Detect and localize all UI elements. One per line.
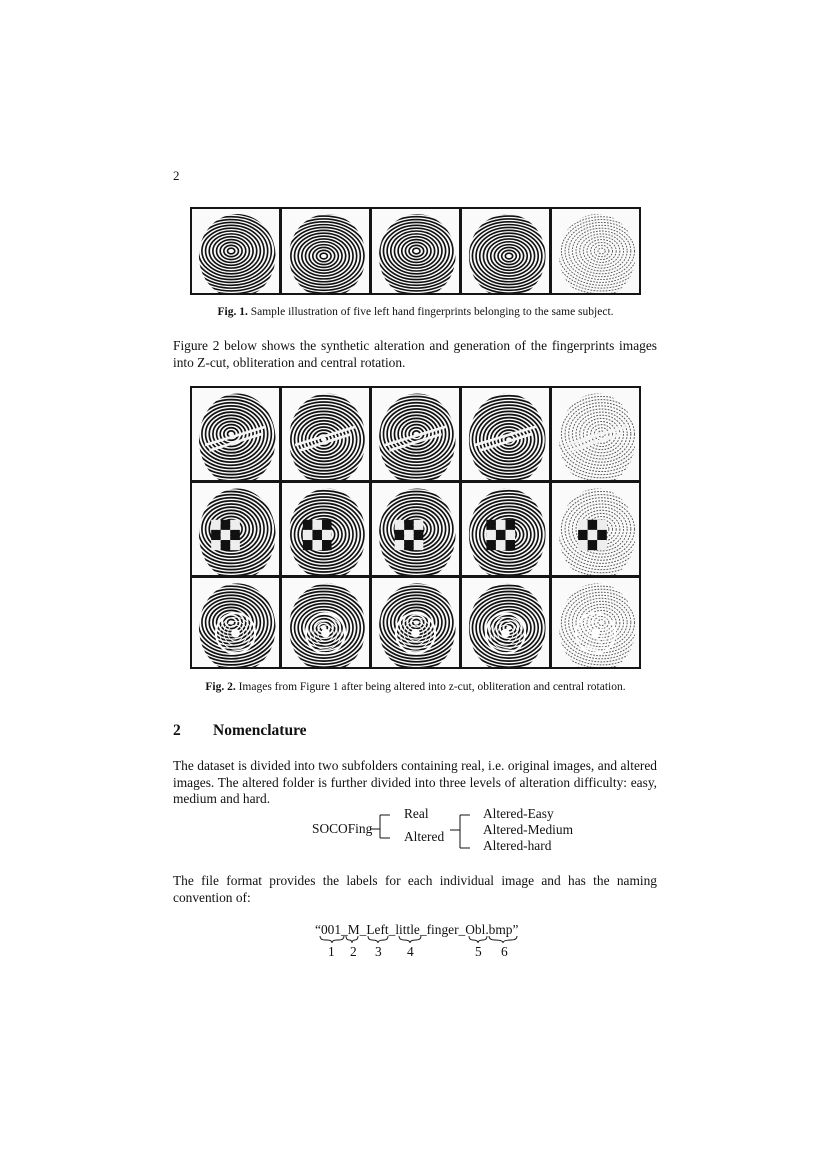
section-heading: [173, 722, 307, 740]
fingerprint-image: [462, 209, 549, 293]
tree-connector-lines: [370, 806, 490, 856]
fingerprint-zcut-image: [462, 388, 549, 480]
fingerprint-rotation-image: [282, 578, 369, 667]
paragraph-figure2-intro: Figure 2 below shows the synthetic alteration and generation of the fingerprints images into Z-cut, obliteration and central rotation.: [173, 338, 657, 370]
label-part-5: 5: [475, 944, 482, 959]
fingerprint-rotation-image: [462, 578, 549, 667]
fingerprint-zcut-image: [372, 388, 459, 480]
fingerprint-image: [282, 209, 369, 293]
tree-altered-label: Altered: [404, 829, 445, 844]
tree-real-label: Real: [404, 806, 429, 821]
tree-level-medium: Altered-Medium: [483, 822, 573, 837]
label-part-2: 2: [350, 944, 357, 959]
caption-label: Fig. 2.: [205, 681, 236, 693]
fingerprint-image: [552, 209, 639, 293]
fingerprint-zcut-image: [552, 388, 639, 480]
fingerprint-obliteration-image: [282, 483, 369, 575]
fingerprint-obliteration-image: [192, 483, 279, 575]
caption-text: Images from Figure 1 after being altered into z-cut, obliteration and central rotation.: [238, 681, 626, 693]
figure-2-obliteration-row: [190, 481, 641, 577]
fingerprint-obliteration-image: [372, 483, 459, 575]
fingerprint-zcut-image: [282, 388, 369, 480]
tree-level-hard: Altered-hard: [483, 838, 552, 853]
tree-level-easy: Altered-Easy: [483, 806, 554, 821]
label-part-6: 6: [501, 944, 508, 959]
fingerprint-rotation-image: [372, 578, 459, 667]
label-part-1: 1: [328, 944, 335, 959]
figure-2-rotation-row: [190, 576, 641, 669]
fingerprint-rotation-image: [192, 578, 279, 667]
paragraph-dataset-description: The dataset is divided into two subfolders containing real, i.e. original images, and altered images. The altered folder is further divided into three levels of alteration difficulty: easy, medium and hard.: [173, 758, 657, 806]
figure-1-caption: [190, 306, 641, 318]
fingerprint-rotation-image: [552, 578, 639, 667]
section-title: Nomenclature: [213, 722, 307, 739]
fingerprint-obliteration-image: [462, 483, 549, 575]
figure-2-zcut-row: [190, 386, 641, 482]
label-part-4: 4: [407, 944, 414, 959]
paragraph-file-format: The file format provides the labels for each individual image and has the naming convention of:: [173, 873, 657, 905]
example-filename: “001_M_Left_little_finger_Obl.bmp”: [315, 922, 519, 937]
caption-label: Fig. 1.: [217, 306, 248, 318]
figure-2-caption: [190, 681, 641, 693]
section-number: 2: [173, 722, 181, 739]
caption-text: Sample illustration of five left hand fingerprints belonging to the same subject.: [250, 306, 614, 318]
label-part-3: 3: [375, 944, 382, 959]
figure-1-image-strip: [190, 207, 641, 295]
fingerprint-zcut-image: [192, 388, 279, 480]
fingerprint-image: [372, 209, 459, 293]
tree-root-label: SOCOFing: [312, 821, 373, 836]
fingerprint-obliteration-image: [552, 483, 639, 575]
fingerprint-image: [192, 209, 279, 293]
page-number: 2: [173, 168, 180, 183]
